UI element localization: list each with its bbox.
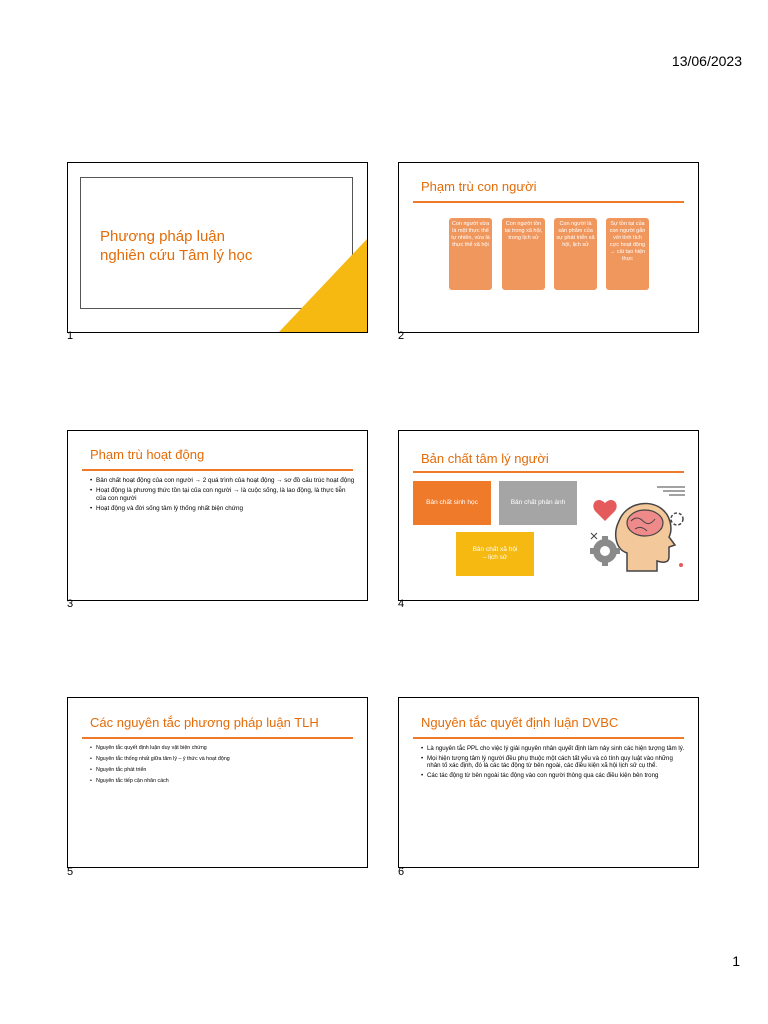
bullet-item: • Hoạt động là phương thức tồn tại của con người → là cuộc sống, là lao động, là thực tiễn của con người [90, 487, 356, 503]
concept-box: Con người là sản phẩm của sự phát triển xã hội, lịch sử [554, 218, 597, 290]
title-underline [413, 471, 684, 473]
slide-3-number: 3 [67, 598, 74, 610]
title-underline [82, 737, 353, 739]
bullet-item: • Hoạt động và đời sống tâm lý thống nhất biện chứng [90, 505, 356, 513]
slide-4-number: 4 [398, 598, 405, 610]
slide-6-number: 6 [398, 866, 405, 878]
slide-6[interactable] [398, 697, 699, 868]
title-underline [413, 201, 684, 203]
concept-box-biology: Bản chất sinh học [413, 481, 491, 525]
page-date: 13/06/2023 [671, 53, 742, 69]
bullet-list [90, 477, 356, 513]
brain-head-icon [589, 479, 689, 579]
bullet-item: • Các tác động từ bên ngoài tác động vào con người thông qua các điều kiện bên trong [421, 772, 687, 780]
bullet-item: • Bản chất hoạt động của con người → 2 quá trình của hoạt động → sơ đồ cấu trúc hoạt động [90, 477, 356, 485]
concept-box-reflection: Bản chất phản ánh [499, 481, 577, 525]
bullet-item: • Mọi hiện tượng tâm lý người đều phụ thuộc một cách tất yếu và có tính quy luật vào những nhân tố xác định, đó là các tác động từ bên ngoài, các điều kiện xã hội lịch sử cụ thể. [421, 755, 687, 770]
slide-5-number: 5 [67, 866, 74, 878]
bullet-item: • Nguyên tắc phát triển [90, 767, 356, 774]
slide-3[interactable] [67, 430, 368, 601]
slide-1-title [100, 227, 252, 265]
concept-box-society: Bản chất xã hội – lịch sử [456, 532, 534, 576]
concept-box: Con người tồn tại trong xã hội, trong lịch sử [502, 218, 545, 290]
concept-box: Sự tồn tại của con người gắn với tính tích cực hoạt động → cải tạo hiện thực [606, 218, 649, 290]
bullet-item: • Nguyên tắc tiếp cận nhân cách [90, 778, 356, 785]
slide-2[interactable] [398, 162, 699, 333]
slide-5-title: Các nguyên tắc phương pháp luận TLH [90, 715, 319, 730]
page-number: 1 [732, 953, 740, 969]
title-underline [82, 469, 353, 471]
bullet-list [90, 745, 356, 785]
slide-2-number: 2 [398, 330, 405, 342]
title-underline [413, 737, 684, 739]
decorative-triangle [279, 239, 367, 332]
bullet-item: • Là nguyên tắc PPL cho việc lý giải nguyên nhân quyết định làm nảy sinh các hiện tượng tâm lý. [421, 745, 687, 753]
concept-box: Con người vừa là một thực thể tự nhiên, vừa là thực thể xã hội [449, 218, 492, 290]
bullet-list [421, 745, 687, 779]
slide-3-title: Phạm trù hoạt động [90, 447, 205, 462]
slide-1-title-line-2: nghiên cứu Tâm lý học [100, 247, 253, 264]
slide-2-title: Phạm trù con người [421, 179, 537, 194]
bullet-item: • Nguyên tắc thống nhất giữa tâm lý – ý thức và hoạt động [90, 756, 356, 763]
slide-1-title-line-1: Phương pháp luận [100, 228, 225, 245]
slide-1[interactable] [67, 162, 368, 333]
slide-4[interactable] [398, 430, 699, 601]
slide-1-number: 1 [67, 330, 74, 342]
slide-6-title: Nguyên tắc quyết định luận DVBC [421, 715, 619, 730]
bullet-item: • Nguyên tắc quyết định luận duy vật biện chứng [90, 745, 356, 752]
slide-4-title: Bản chất tâm lý người [421, 451, 549, 466]
slide-5[interactable] [67, 697, 368, 868]
